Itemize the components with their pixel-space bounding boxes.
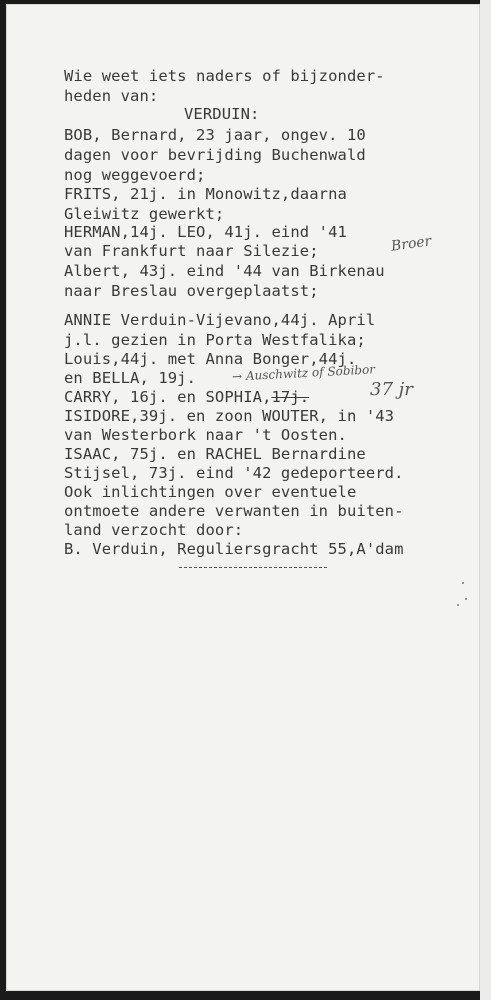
text-line: Gleiwitz gewerkt; (64, 205, 225, 223)
text-line: Ook inlichtingen over eventuele (64, 483, 357, 501)
text-line: nog weggevoerd; (64, 166, 206, 184)
text-line (64, 387, 309, 407)
paper-speck (465, 598, 467, 600)
handwritten-note: Broer (390, 233, 433, 255)
text-line: van Frankfurt naar Silezie; (64, 242, 319, 260)
dashed-rule (179, 567, 327, 568)
text-line: Albert, 43j. eind '44 van Birkenau (64, 262, 385, 280)
text-line: j.l. gezien in Porta Westfalika; (64, 331, 366, 349)
text-line: FRITS, 21j. in Monowitz,daarna (64, 185, 347, 203)
text-line: Wie weet iets naders of bijzonder- (64, 67, 385, 85)
text-line: dagen voor bevrijding Buchenwald (64, 146, 366, 164)
text-line: ANNIE Verduin-Vijevano,44j. April (64, 311, 376, 329)
text-line: Louis,44j. met Anna Bonger,44j. (64, 350, 357, 368)
surname-heading: VERDUIN: (184, 105, 260, 123)
text-line: ISAAC, 75j. en RACHEL Bernardine (64, 445, 366, 463)
text-line: van Westerbork naar 't Oosten. (64, 426, 347, 444)
text-line: HERMAN,14j. LEO, 41j. eind '41 (64, 223, 347, 241)
text-line: B. Verduin, Reguliersgracht 55,A'dam (64, 540, 404, 558)
handwritten-note: 37 jr (370, 379, 413, 400)
text-line: Stijsel, 73j. eind '42 gedeporteerd. (64, 464, 404, 482)
struck-age: 17j. (271, 388, 310, 406)
handwritten-note: → Auschwitz of Sobibor (231, 362, 376, 384)
text-line: ISIDORE,39j. en zoon WOUTER, in '43 (64, 407, 395, 425)
paper-speck (457, 604, 459, 606)
text-line: heden van: (64, 87, 159, 105)
page-edge (480, 0, 491, 1000)
document-page (6, 4, 480, 991)
text-line: land verzocht door: (64, 521, 244, 539)
text-line: ontmoete andere verwanten in buiten- (64, 502, 404, 520)
text-line: BOB, Bernard, 23 jaar, ongev. 10 (64, 126, 366, 144)
paper-speck (462, 582, 464, 584)
text-line: naar Breslau overgeplaatst; (64, 282, 319, 300)
text-line: en BELLA, 19j. (64, 369, 197, 387)
carry-sophia-text: CARRY, 16j. en SOPHIA, (64, 388, 272, 406)
